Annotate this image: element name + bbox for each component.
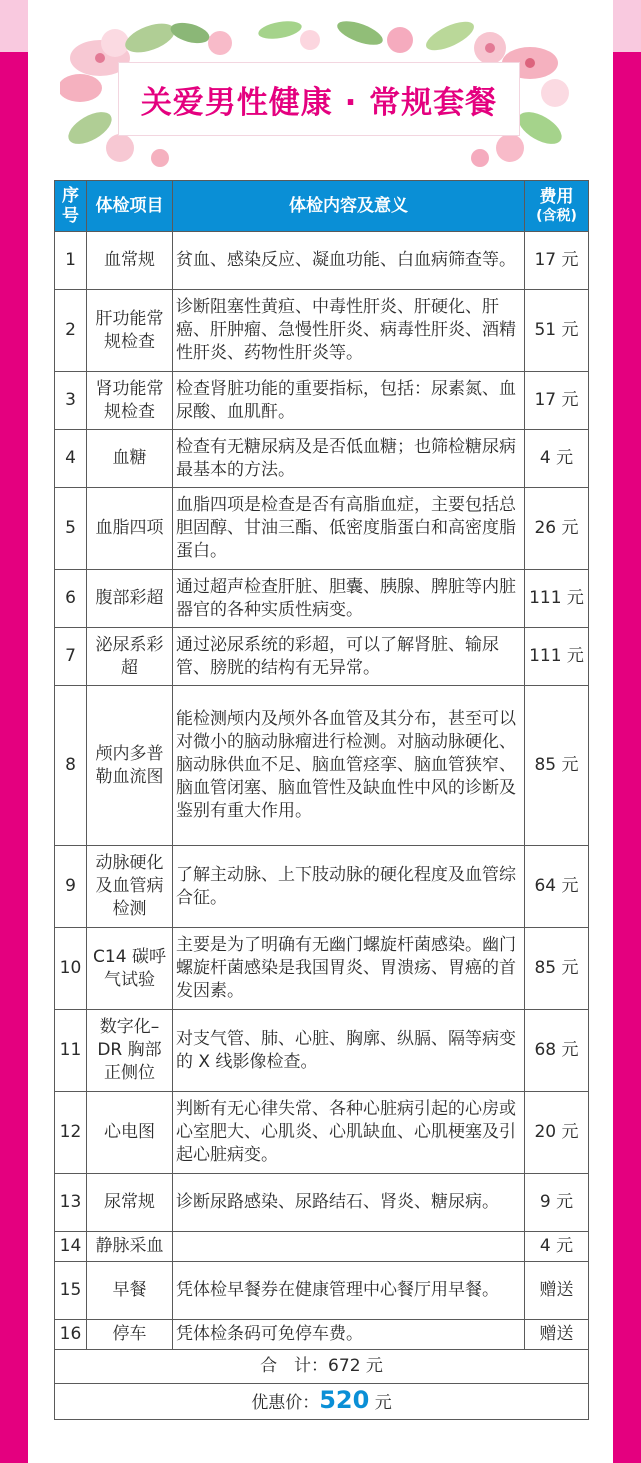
- row-fee: 赠送: [525, 1262, 589, 1320]
- row-description: 诊断阻塞性黄疸、中毒性肝炎、肝硬化、肝癌、肝肿瘤、急慢性肝炎、病毒性肝炎、酒精性肝炎、药物性肝炎等。: [173, 290, 525, 372]
- row-number: 11: [55, 1010, 87, 1092]
- header-no: 序 号: [55, 181, 87, 232]
- row-description: 血脂四项是检查是否有高脂血症，主要包括总胆固醇、甘油三酯、低密度脂蛋白和高密度脂蛋白。: [173, 488, 525, 570]
- row-number: 13: [55, 1174, 87, 1232]
- row-item: 肝功能常规检查: [87, 290, 173, 372]
- table-row: [55, 1262, 589, 1320]
- table-row: [55, 1320, 589, 1350]
- row-item: 血脂四项: [87, 488, 173, 570]
- row-description: 诊断尿路感染、尿路结石、肾炎、糖尿病。: [173, 1174, 525, 1232]
- table-row: [55, 628, 589, 686]
- row-description: 通过超声检查肝脏、胆囊、胰腺、脾脏等内脏器官的各种实质性病变。: [173, 570, 525, 628]
- table-row: [55, 372, 589, 430]
- header-item: 体检项目: [87, 181, 173, 232]
- row-number: 2: [55, 290, 87, 372]
- row-number: 5: [55, 488, 87, 570]
- table-row: [55, 232, 589, 290]
- row-fee: 4 元: [525, 1232, 589, 1262]
- row-fee: 9 元: [525, 1174, 589, 1232]
- row-fee: 51 元: [525, 290, 589, 372]
- table-header-row: [55, 181, 589, 232]
- row-fee: 20 元: [525, 1092, 589, 1174]
- row-item: 数字化–DR 胸部正侧位: [87, 1010, 173, 1092]
- row-item: 尿常规: [87, 1174, 173, 1232]
- row-fee: 64 元: [525, 846, 589, 928]
- row-number: 10: [55, 928, 87, 1010]
- row-fee: 17 元: [525, 232, 589, 290]
- row-fee: 85 元: [525, 928, 589, 1010]
- row-item: 腹部彩超: [87, 570, 173, 628]
- row-description: 主要是为了明确有无幽门螺旋杆菌感染。幽门螺旋杆菌感染是我国胃炎、胃溃疡、胃癌的首发因素。: [173, 928, 525, 1010]
- table-row: [55, 846, 589, 928]
- row-number: 3: [55, 372, 87, 430]
- total-row: [55, 1350, 589, 1384]
- left-magenta-border: [0, 0, 28, 1463]
- header-desc: 体检内容及意义: [173, 181, 525, 232]
- row-number: 12: [55, 1092, 87, 1174]
- table-row: [55, 1232, 589, 1262]
- row-number: 7: [55, 628, 87, 686]
- page-title: 关爱男性健康 · 常规套餐: [140, 84, 498, 121]
- row-description: 了解主动脉、上下肢动脉的硬化程度及血管综合征。: [173, 846, 525, 928]
- row-fee: 17 元: [525, 372, 589, 430]
- table-row: [55, 1092, 589, 1174]
- promo-cell: [55, 1384, 589, 1420]
- row-number: 9: [55, 846, 87, 928]
- table-row: [55, 1010, 589, 1092]
- table-row: [55, 290, 589, 372]
- table-row: [55, 686, 589, 846]
- table-row: [55, 430, 589, 488]
- row-description: [173, 1232, 525, 1262]
- row-number: 14: [55, 1232, 87, 1262]
- row-number: 1: [55, 232, 87, 290]
- row-fee: 赠送: [525, 1320, 589, 1350]
- row-item: 动脉硬化及血管病检测: [87, 846, 173, 928]
- row-description: 检查有无糖尿病及是否低血糖；也筛检糖尿病最基本的方法。: [173, 430, 525, 488]
- row-item: 早餐: [87, 1262, 173, 1320]
- row-number: 16: [55, 1320, 87, 1350]
- row-item: 血常规: [87, 232, 173, 290]
- row-fee: 4 元: [525, 430, 589, 488]
- row-number: 15: [55, 1262, 87, 1320]
- row-number: 8: [55, 686, 87, 846]
- row-description: 检查肾脏功能的重要指标，包括：尿素氮、血尿酸、血肌酐。: [173, 372, 525, 430]
- checkup-table: [54, 180, 589, 1420]
- row-item: C14 碳呼气试验: [87, 928, 173, 1010]
- row-number: 4: [55, 430, 87, 488]
- row-item: 血糖: [87, 430, 173, 488]
- row-description: 凭体检条码可免停车费。: [173, 1320, 525, 1350]
- row-item: 静脉采血: [87, 1232, 173, 1262]
- header-fee: 费用 (含税): [525, 181, 589, 232]
- row-item: 肾功能常规检查: [87, 372, 173, 430]
- promo-label: 优惠价：: [251, 1392, 320, 1413]
- row-item: 颅内多普勒血流图: [87, 686, 173, 846]
- row-description: 贫血、感染反应、凝血功能、白血病筛查等。: [173, 232, 525, 290]
- right-magenta-border: [613, 0, 641, 1463]
- table-row: [55, 570, 589, 628]
- row-fee: 85 元: [525, 686, 589, 846]
- promo-price: 520: [319, 1385, 370, 1414]
- row-description: 判断有无心律失常、各种心脏病引起的心房或心室肥大、心肌炎、心肌缺血、心肌梗塞及引起心脏病变。: [173, 1092, 525, 1174]
- left-pink-notch: [0, 0, 28, 52]
- row-description: 通过泌尿系统的彩超，可以了解肾脏、输尿管、膀胱的结构有无异常。: [173, 628, 525, 686]
- row-description: 凭体检早餐券在健康管理中心餐厅用早餐。: [173, 1262, 525, 1320]
- row-description: 能检测颅内及颅外各血管及其分布，甚至可以对微小的脑动脉瘤进行检测。对脑动脉硬化、脑动脉供血不足、脑血管痉挛、脑血管狭窄、脑血管闭塞、脑血管性及缺血性中风的诊断及鉴别有重大作用。: [173, 686, 525, 846]
- row-description: 对支气管、肺、心脏、胸廓、纵膈、隔等病变的 X 线影像检查。: [173, 1010, 525, 1092]
- row-fee: 26 元: [525, 488, 589, 570]
- row-item: 泌尿系彩超: [87, 628, 173, 686]
- row-item: 心电图: [87, 1092, 173, 1174]
- title-box: [118, 62, 520, 136]
- row-fee: 111 元: [525, 570, 589, 628]
- row-fee: 111 元: [525, 628, 589, 686]
- table-row: [55, 1174, 589, 1232]
- row-number: 6: [55, 570, 87, 628]
- row-item: 停车: [87, 1320, 173, 1350]
- right-pink-notch: [613, 0, 641, 52]
- promo-row: [55, 1384, 589, 1420]
- total-text: 合 计：672 元: [55, 1350, 589, 1384]
- row-fee: 68 元: [525, 1010, 589, 1092]
- table-row: [55, 488, 589, 570]
- promo-unit: 元: [369, 1392, 392, 1413]
- table-row: [55, 928, 589, 1010]
